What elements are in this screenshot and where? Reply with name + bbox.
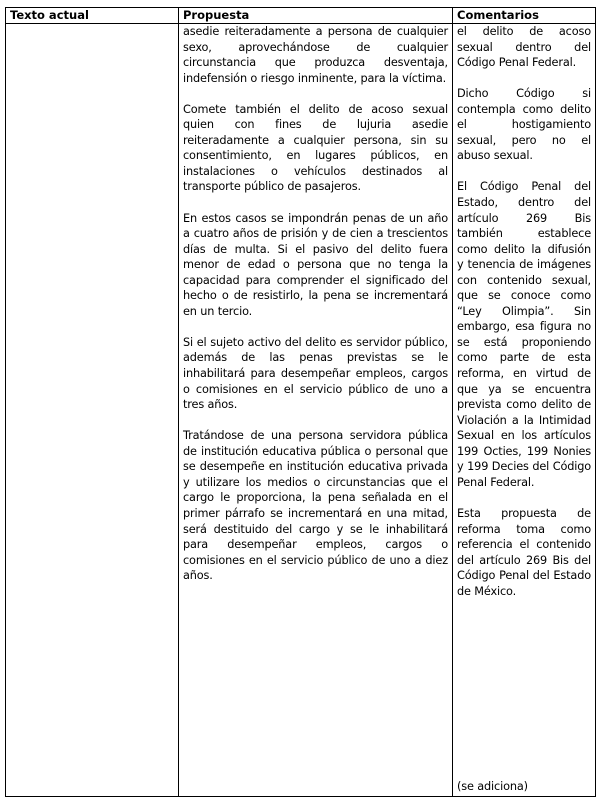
- comentario-paragraph: Esta propuesta de reforma toma como referencia el contenido del artículo 269 Bis del Código Penal del Estado de México.: [457, 506, 591, 598]
- header-texto-actual: Texto actual: [6, 8, 179, 24]
- comentario-paragraph: Dicho Código si contempla como delito el hostigamiento sexual, pero no el abuso sexual.: [457, 87, 591, 163]
- propuesta-paragraph: Tratándose de una persona servidora pública de institución educativa pública o personal que se desempeñe en institución educativa privada y utilizare los medios o circunstancias que el cargo le proporciona, la pena señalada en el primer párrafo se incrementará en una mitad, será destituido del cargo y se le inhabilitará para desempeñar empleos, cargos o comisiones en el servicio público de uno a diez años.: [183, 429, 448, 583]
- comparison-table: [5, 7, 596, 797]
- table-row: [6, 24, 596, 797]
- header-row: [6, 8, 596, 24]
- se-adiciona-note: (se adiciona): [457, 780, 528, 794]
- header-comentarios: Comentarios: [453, 8, 596, 24]
- comentario-paragraph: el delito de acoso sexual dentro del Código Penal Federal.: [457, 25, 591, 70]
- propuesta-paragraph: Comete también el delito de acoso sexual quien con fines de lujuria asedie reiteradamente a cualquier persona, sin su consentimiento, en lugares públicos, en instalaciones o vehículos destinados al transporte público de pasajeros.: [183, 102, 448, 194]
- propuesta-paragraph: asedie reiteradamente a persona de cualquier sexo, aprovechándose de cualquier circunstancia que produzca desventaja, indefensión o riesgo inminente, para la víctima.: [183, 25, 448, 85]
- cell-texto-actual: [6, 24, 179, 797]
- comentario-paragraph: El Código Penal del Estado, dentro del artículo 269 Bis también establece como delito la difusión y tenencia de imágenes con contenido sexual, que se conoce como “Ley Olimpia”. Sin embargo, esa figura no se está proponiendo como parte de esta reforma, en virtud de que ya se encuentra prevista como delito de Violación a la Intimidad Sexual en los artículos 199 Octies, 199 Nonies y 199 Decies del Código Penal Federal.: [457, 180, 591, 489]
- header-propuesta: Propuesta: [179, 8, 453, 24]
- cell-propuesta: [179, 24, 453, 797]
- propuesta-paragraph: Si el sujeto activo del delito es servidor público, además de las penas previstas se le inhabilitará para desempeñar empleos, cargos o comisiones en el servicio público de uno a tres años.: [183, 335, 448, 412]
- propuesta-paragraph: En estos casos se impondrán penas de un año a cuatro años de prisión y de cien a trescientos días de multa. Si el pasivo del delito fuera menor de edad o persona que no tenga la capacidad para comprender el significado del hecho o de resistirlo, la pena se incrementará en un tercio.: [183, 211, 448, 318]
- cell-comentarios: [453, 24, 596, 797]
